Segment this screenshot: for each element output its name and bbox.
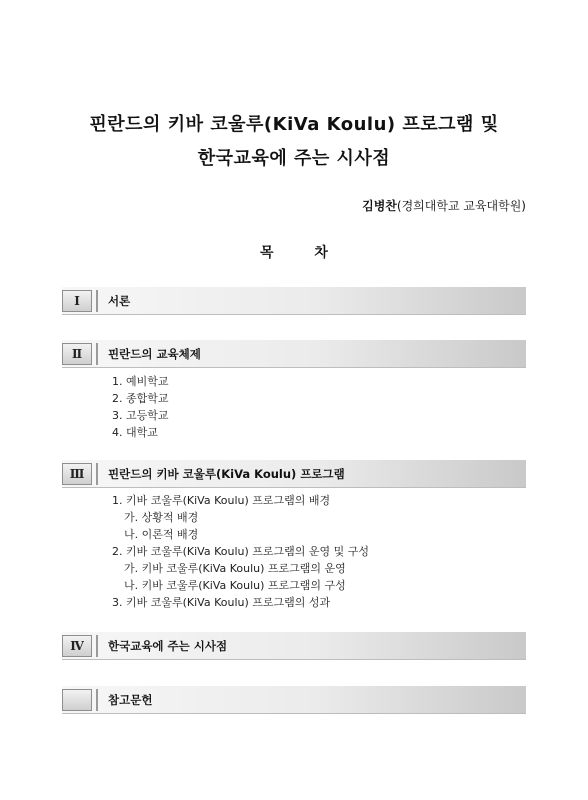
toc-item: 3. 고등학교 xyxy=(112,409,169,422)
section-2-items xyxy=(112,373,169,441)
section-header-references xyxy=(62,686,526,714)
section-number: Ⅰ xyxy=(62,290,92,312)
toc-item: 2. 종합학교 xyxy=(112,392,169,405)
section-divider xyxy=(96,635,98,657)
section-number: Ⅲ xyxy=(62,463,92,485)
section-header-2 xyxy=(62,340,526,368)
document-title-line2: 한국교육에 주는 시사점 xyxy=(197,148,391,169)
section-divider xyxy=(96,343,98,365)
section-3-items xyxy=(112,492,369,611)
toc-item: 1. 키바 코울루(KiVa Koulu) 프로그램의 배경 xyxy=(112,494,331,507)
toc-subitem: 나. 이론적 배경 xyxy=(124,528,199,541)
section-number xyxy=(62,689,92,711)
section-header-1 xyxy=(62,287,526,315)
toc-item: 2. 키바 코울루(KiVa Koulu) 프로그램의 운영 및 구성 xyxy=(112,545,370,558)
toc-item: 3. 키바 코울루(KiVa Koulu) 프로그램의 성과 xyxy=(112,596,331,609)
section-bar xyxy=(62,287,526,315)
section-title: 한국교육에 주는 시사점 xyxy=(108,639,228,653)
section-divider xyxy=(96,689,98,711)
section-title: 서론 xyxy=(108,294,131,308)
toc-subitem: 나. 키바 코울루(KiVa Koulu) 프로그램의 구성 xyxy=(124,579,346,592)
section-title: 참고문헌 xyxy=(108,693,153,707)
section-divider xyxy=(96,463,98,485)
toc-subitem: 가. 상황적 배경 xyxy=(124,511,199,524)
section-title: 핀란드의 키바 코울루(KiVa Koulu) 프로그램 xyxy=(108,467,345,481)
toc-item: 1. 예비학교 xyxy=(112,375,169,388)
section-header-3 xyxy=(62,460,526,488)
section-header-4 xyxy=(62,632,526,660)
toc-subitem: 가. 키바 코울루(KiVa Koulu) 프로그램의 운영 xyxy=(124,562,346,575)
toc-item: 4. 대학교 xyxy=(112,426,158,439)
section-divider xyxy=(96,290,98,312)
author-name: 김병찬 xyxy=(362,199,397,213)
author-affiliation: (경희대학교 교육대학원) xyxy=(396,199,526,213)
author-line xyxy=(362,197,526,214)
toc-heading: 목 차 xyxy=(260,245,346,261)
section-title: 핀란드의 교육체제 xyxy=(108,347,201,361)
document-title-line1: 핀란드의 키바 코울루(KiVa Koulu) 프로그램 및 xyxy=(89,114,499,135)
section-number: Ⅱ xyxy=(62,343,92,365)
section-number: Ⅳ xyxy=(62,635,92,657)
